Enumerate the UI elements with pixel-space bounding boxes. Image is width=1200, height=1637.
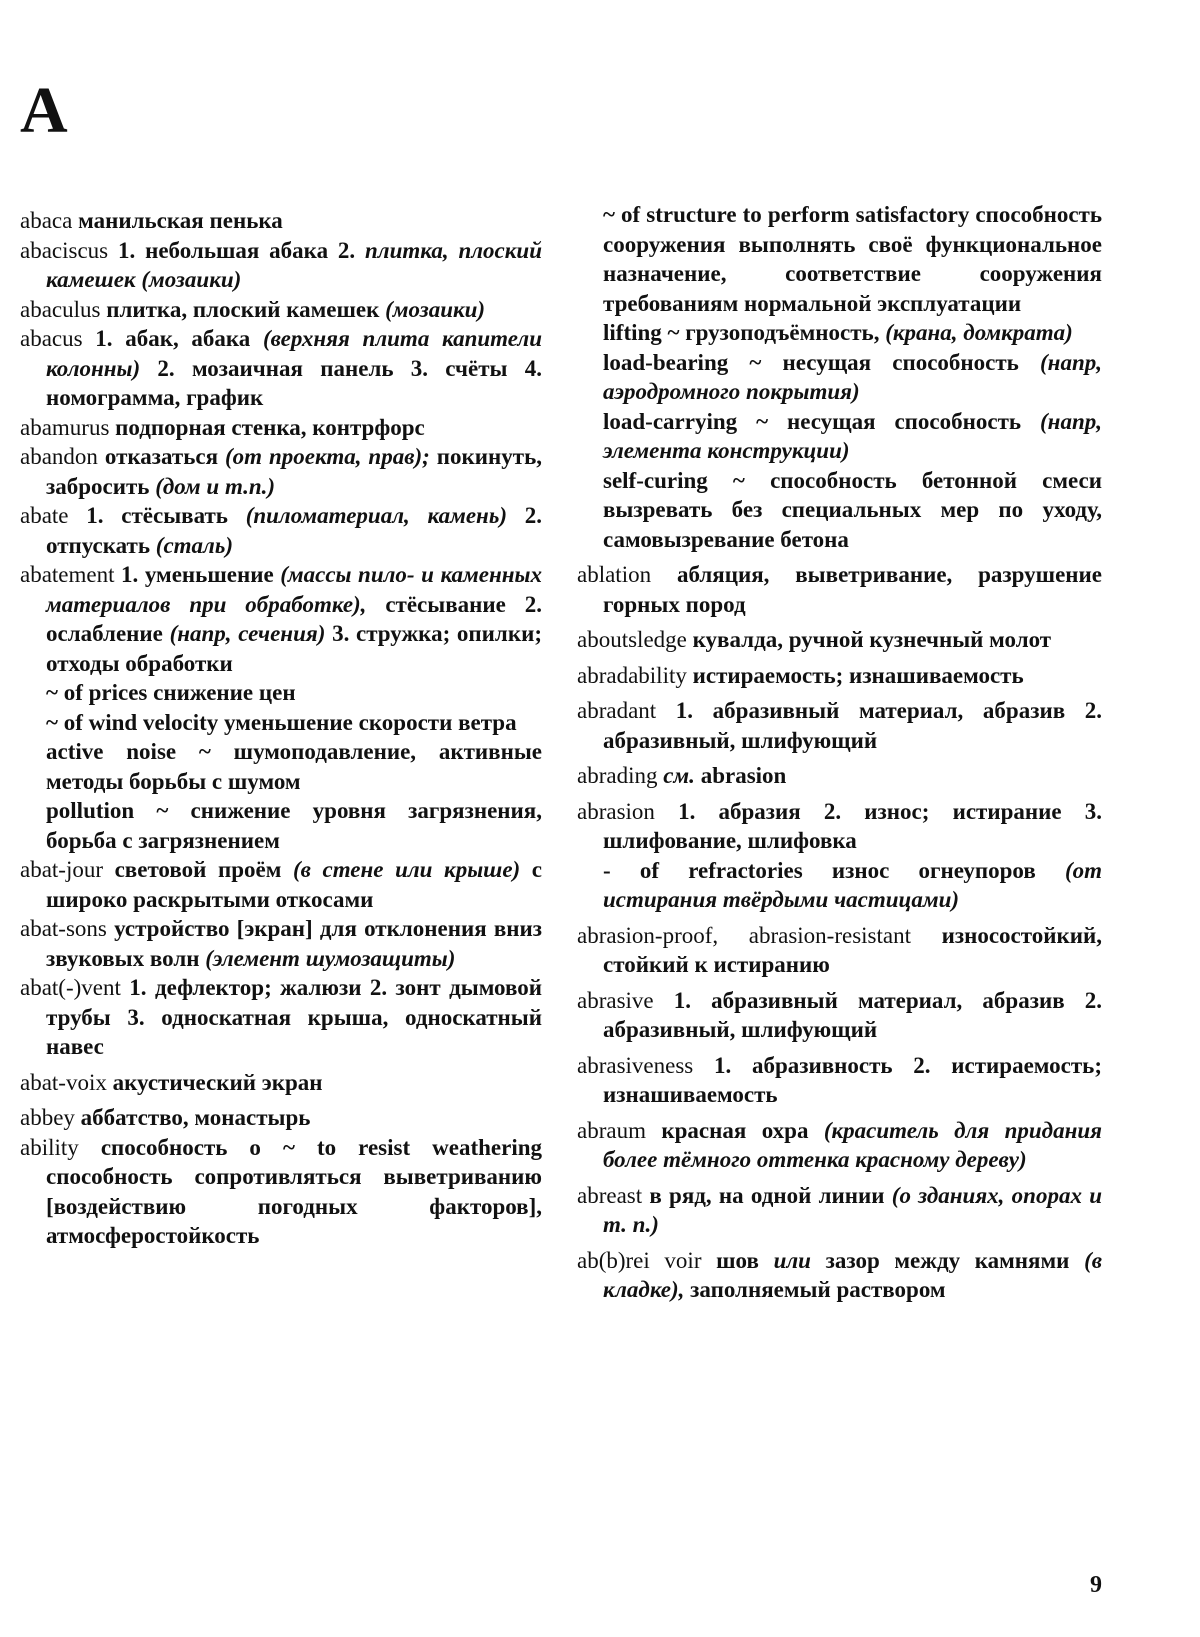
dictionary-entry [577,1246,1102,1305]
entry-italic-note: (напр, аэродромного покрытия) [603,349,1102,404]
dictionary-subentry [577,856,1102,915]
entry-headword: abamurus [20,414,110,440]
entry-italic-note: плитка, плоский камешек (мозаики) [46,237,543,292]
subentry-text: load-carrying ~ несущая способность [603,408,1041,434]
page-number: 9 [1090,1572,1102,1598]
entry-headword: abat-voix [20,1069,107,1095]
entry-definition: 1. абак, абака [82,326,263,351]
entry-headword: abacus [20,326,83,351]
dictionary-entry [20,1068,542,1098]
entry-headword: abaculus [20,296,101,322]
entry-definition: способность o ~ to resist weathering способность сопротивляться выветриванию [воздействию погодных факторов], атмосферостойкость [46,1134,542,1248]
entry-headword: abat-jour [20,857,104,882]
dictionary-entry [577,1051,1102,1110]
dictionary-subentry [577,348,1102,407]
entry-definition: 1. абразивность 2. истираемость; изнашиваемость [603,1052,1102,1107]
dictionary-entry [20,295,542,325]
entry-definition: износостойкий, стойкий к истиранию [603,922,1103,977]
subentry-text: ~ of prices снижение цен [46,680,296,705]
entry-italic-note: см. [657,763,695,788]
dictionary-subentry [20,708,542,738]
entry-definition: абляция, выветривание, разрушение горных пород [603,562,1102,617]
entry-definition: подпорная стенка, контрфорс [109,414,425,440]
entry-headword: ability [20,1134,79,1160]
dictionary-entry [577,921,1102,980]
entry-italic-note: (напр, сечения) [169,621,326,646]
entry-definition: красная охра [645,1117,824,1143]
entry-definition: акустический экран [106,1069,323,1095]
entry-italic-note: (о зданиях, опорах и т. п.) [603,1182,1102,1237]
entry-definition: зазор между камнями [810,1247,1085,1273]
entry-italic-note: (напр, элемента конструкции) [603,408,1102,463]
entry-headword: abat-sons [20,916,107,941]
entry-definition: заполняемый раствором [684,1277,946,1302]
entry-italic-note: (от истирания твёрдыми частицами) [603,857,1102,912]
dictionary-entry [577,696,1102,755]
dictionary-entry [20,206,542,236]
dictionary-subentry [20,796,542,855]
left-column [20,206,542,1251]
entry-italic-note: или [773,1247,811,1273]
dictionary-entry [20,914,542,973]
entry-definition: 1. абразия 2. износ; истирание 3. шлифование, шлифовка [603,798,1102,853]
entry-definition: покинуть, забросить [46,444,542,499]
dictionary-entry [20,560,542,678]
entry-italic-note: (краситель для придания более тёмного оттенка красному дереву) [603,1117,1102,1172]
dictionary-entry [577,986,1102,1045]
entry-headword: abaciscus [20,237,109,263]
entry-headword: abaca [20,208,73,233]
dictionary-entry [577,797,1102,856]
subentry-text: ~ of wind velocity уменьшение скорости ветра [46,709,517,735]
entry-definition: в ряд, на одной линии [642,1182,892,1208]
dictionary-entry [20,324,542,413]
entry-italic-note: (от проекта, прав); [224,444,430,469]
dictionary-entry [20,442,542,501]
entry-definition: 2. мозаичная панель 3. счёты 4. номограмма, график [46,355,542,410]
entry-italic-note: (в стене или крыше) [292,857,521,882]
entry-definition: истираемость; изнашиваемость [686,662,1024,688]
subentry-text: ~ of structure to perform satisfactory способность сооружения выполнять своё функциональное назначение, соответствие сооружения требованиям нормальной эксплуатации [603,202,1102,316]
entry-headword: ablation [577,562,652,587]
dictionary-entry [20,501,542,560]
entry-definition: 1. абразивный материал, абразив 2. абразивный, шлифующий [603,698,1102,753]
dictionary-subentry [577,318,1102,348]
entry-definition: стёсывание 2. ослабление [46,591,542,646]
entry-definition: отказаться [97,444,225,469]
dictionary-entry [577,560,1102,619]
entry-definition: устройство [экран] для отклонения вниз звуковых волн [46,916,542,971]
entry-italic-note: (пиломатериал, камень) [245,503,507,528]
dictionary-subentry [20,678,542,708]
dictionary-subentry [577,407,1102,466]
entry-italic-note: (верхняя плита капители колонны) [46,326,542,381]
entry-italic-note: (дом и т.п.) [155,473,276,499]
entry-definition: 1. стёсывать [68,503,246,528]
entry-headword: ab(b)rei voir [577,1247,702,1273]
dictionary-subentry [577,466,1102,555]
entry-italic-note: (сталь) [155,532,234,558]
entry-definition: кувалда, ручной кузнечный молот [686,627,1052,652]
subentry-text: active noise ~ шумоподавление, активные методы борьбы с шумом [46,739,542,794]
entry-headword: abandon [20,444,98,469]
dictionary-subentry [20,737,542,796]
dictionary-entry [20,855,542,914]
entry-definition: 1. небольшая абака 2. [108,237,366,263]
entry-headword: abatement [20,562,115,587]
entry-definition: шов [701,1247,774,1273]
section-letter-heading: A [20,74,68,147]
dictionary-entry [20,413,542,443]
entry-definition: плитка, плоский камешек [100,296,386,322]
dictionary-entry [577,1116,1102,1175]
entry-definition: световой проём [103,857,293,882]
entry-headword: abat(-)vent [20,975,121,1000]
entry-headword: abbey [20,1105,75,1130]
entry-definition: манильская пенька [72,208,283,233]
entry-definition: аббатство, монастырь [74,1105,311,1130]
entry-definition: 3. стружка; опилки; отходы обработки [46,621,542,676]
entry-headword: abreast [577,1182,643,1208]
entry-headword: abate [20,503,69,528]
dictionary-entry [20,1133,542,1251]
subentry-text: - of refractories износ огнеупоров [603,857,1065,883]
entry-definition: с широко раскрытыми откосами [46,857,542,912]
entry-italic-note: (крана, домкрата) [885,320,1073,345]
entry-italic-note: (в кладке), [603,1247,1103,1302]
subentry-text: pollution ~ снижение уровня загрязнения, борьба с загрязнением [46,798,542,853]
subentry-text: lifting ~ грузоподъёмность, [603,320,886,345]
entry-definition: 1. дефлектор; жалюзи 2. зонт дымовой трубы 3. односкатная крыша, односкатный навес [46,975,542,1059]
entry-headword: abrasive [577,987,654,1013]
entry-headword: abradability [577,662,687,688]
dictionary-entry [20,973,542,1062]
dictionary-entry [577,625,1102,655]
dictionary-entry [20,236,542,295]
dictionary-entry [20,1103,542,1133]
entry-headword: abrasion [577,798,655,824]
dictionary-subentry [577,200,1102,318]
entry-italic-note: (мозаики) [385,296,486,322]
entry-definition: 1. абразивный материал, абразив 2. абразивный, шлифующий [603,987,1102,1042]
subentry-text: load-bearing ~ несущая способность [603,349,1041,375]
dictionary-entry [577,661,1102,691]
entry-italic-note: (массы пило- и каменных материалов при обработке), [46,562,542,617]
entry-headword: abrading [577,763,658,788]
entry-headword: abrasion-proof, abrasion-resistant [577,922,911,948]
right-column [577,200,1102,1305]
entry-definition: 2. отпускать [46,503,542,558]
entry-italic-note: (элемент шумозащиты) [205,945,456,971]
dictionary-entry [577,1181,1102,1240]
entry-headword: aboutsledge [577,627,687,652]
entry-definition: 1. уменьшение [114,562,281,587]
entry-headword: abrasiveness [577,1052,694,1078]
entry-definition: abrasion [694,763,787,788]
entry-headword: abradant [577,698,657,723]
subentry-text: self-curing ~ способность бетонной смеси вызревать без специальных мер по уходу, самовызревание бетона [603,467,1102,552]
entry-headword: abraum [577,1117,646,1143]
dictionary-entry [577,761,1102,791]
